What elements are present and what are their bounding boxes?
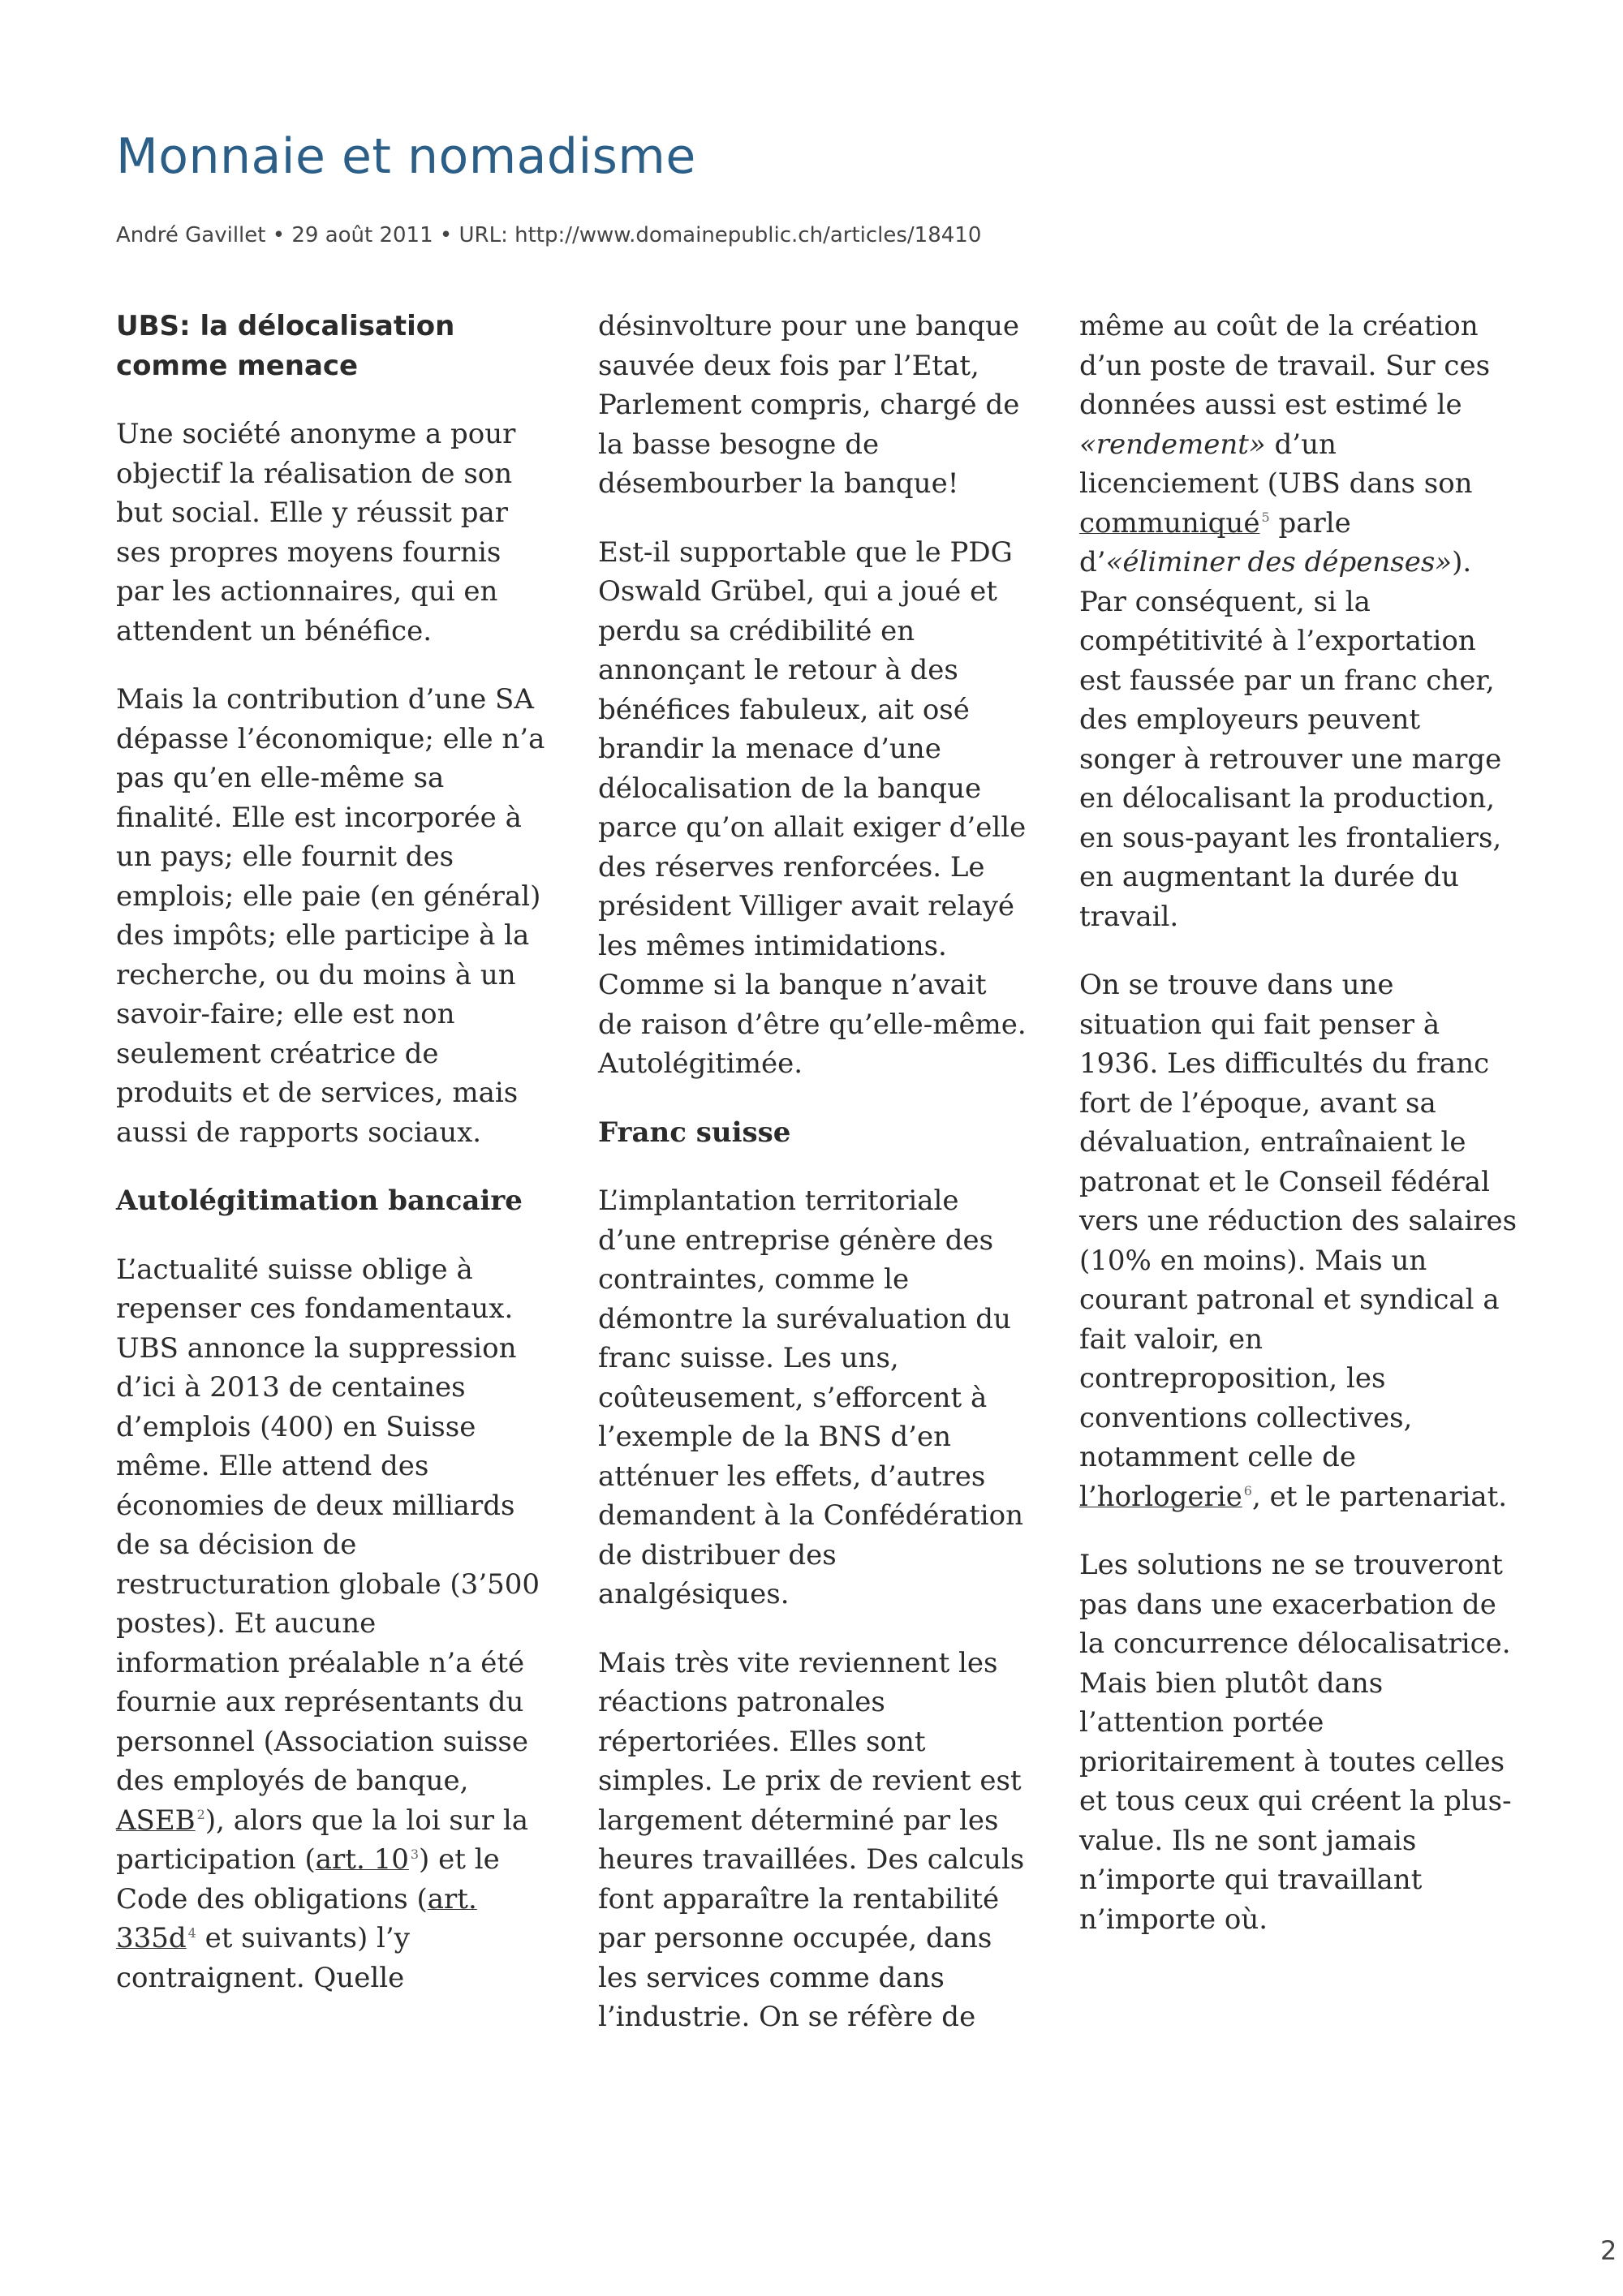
footnote-marker: 3: [410, 1846, 420, 1862]
paragraph: L’implantation territoriale d’une entreprise génère des contraintes, comme le démontre la surévaluation du franc suisse. Les uns, coûteusement, s’efforcent à l’exemple de la BNS d’en atténuer les effets, d’autres demandent à la Confédération de distribuer des analgésiques.: [598, 1185, 1023, 1610]
link-communique[interactable]: communiqué: [1079, 506, 1260, 540]
footnote-marker: 6: [1243, 1483, 1252, 1499]
section-heading-delocalisation: UBS: la délocalisation comme menace: [116, 310, 455, 382]
paragraph: Mais la contribution d’une SA dépasse l’économique; elle n’a pas qu’en elle-même sa finalité. Elle est incorporée à un pays; elle fournit des emplois; elle paie (en général) des impôts; elle participe à la recherche, ou du moins à un savoir-faire; elle est non seulement créatrice de produits et de services, mais aussi de rapports sociaux.: [116, 683, 545, 1149]
paragraph: Mais très vite reviennent les réactions patronales répertoriées. Elles sont simples. Le prix de revient est largement déterminé par les heures travaillées. Des calculs font apparaître la rentabilité par personne occupée, dans les services comme dans l’industrie. On se réfère de: [598, 1646, 1025, 2033]
paragraph: Les solutions ne se trouveront pas dans une exacerbation de la concurrence délocalisatrice. Mais bien plutôt dans l’attention portée prioritairement à toutes celles et tous ceux qui créent la plus-value. Ils ne sont jamais n’importe qui travaillant n’importe où.: [1079, 1549, 1512, 1936]
page-number: 2: [1600, 2235, 1617, 2266]
paragraph-with-links: L’actualité suisse oblige à repenser ces fondamentaux. UBS annonce la suppression d’ici à 2013 de centaines d’emplois (400) en Suisse même. Elle attend des économies de deux milliards de sa décision de restructuration globale (3’500 postes). Et aucune information préalable n’a été fournie aux représentants du personnel (Association suisse des employés de banque, ASEB $^2$), alors que la loi sur la participation (art. 10 $^3$) et le Code des obligations (art. 335d $^4$ et suivants) l’y contraignent. Quelle: [116, 1253, 540, 1994]
article-byline: André Gavillet • 29 août 2011 • URL: http://www.domainepublic.ch/articles/18410: [116, 223, 982, 247]
link-art-335d[interactable]: art. 335d: [116, 1882, 477, 1954]
paragraph-with-links: même au coût de la création d’un poste de travail. Sur ces données aussi est estimé le «rendement» d’un licenciement (UBS dans son communiqué $^5$ parle d’«éliminer des dépenses»). Par conséquent, si la compétitivité à l’exportation est faussée par un franc cher, des employeurs peuvent songer à retrouver une marge en délocalisant la production, en sous-payant les frontaliers, en augmentant la durée du travail.: [1079, 310, 1502, 933]
section-heading-autolegitimation: Autolégitimation bancaire: [116, 1185, 523, 1217]
link-aseb[interactable]: ASEB: [116, 1804, 196, 1837]
footnote-marker: 5: [1261, 510, 1270, 526]
footnote-marker: 4: [187, 1924, 196, 1941]
article-title: Monnaie et nomadisme: [116, 128, 696, 185]
footnote-marker: 2: [196, 1807, 205, 1823]
paragraph: désinvolture pour une banque sauvée deux fois par l’Etat, Parlement compris, chargé de la basse besogne de désembourber la banque!: [598, 310, 1020, 500]
paragraph-with-links: On se trouve dans une situation qui fait penser à 1936. Les difficultés du franc fort de l’époque, avant sa dévaluation, entraînaient le patronat et le Conseil fédéral vers une réduction des salaires (10% en moins). Mais un courant patronal et syndical a fait valoir, en contreproposition, les conventions collectives, notamment celle de l’horlogerie $^6$, et le partenariat.: [1079, 969, 1518, 1513]
section-heading-franc-suisse: Franc suisse: [598, 1116, 791, 1149]
column-3: [1079, 307, 1518, 1968]
column-1: [116, 307, 546, 2027]
link-art-10[interactable]: art. 10: [315, 1843, 409, 1876]
link-horlogerie[interactable]: l’horlogerie: [1079, 1480, 1242, 1513]
column-2: [598, 307, 1028, 2066]
paragraph: Est-il supportable que le PDG Oswald Grübel, qui a joué et perdu sa crédibilité en annonçant le retour à des bénéfices fabuleux, ait osé brandir la menace d’une délocalisation de la banque parce qu’on allait exiger d’elle des réserves renforcées. Le président Villiger avait relayé les mêmes intimidations. Comme si la banque n’avait de raison d’être qu’elle-même. Autolégitimée.: [598, 535, 1027, 1080]
paragraph: Une société anonyme a pour objectif la réalisation de son but social. Elle y réussit par ses propres moyens fournis par les actionnaires, qui en attendent un bénéfice.: [116, 418, 516, 647]
